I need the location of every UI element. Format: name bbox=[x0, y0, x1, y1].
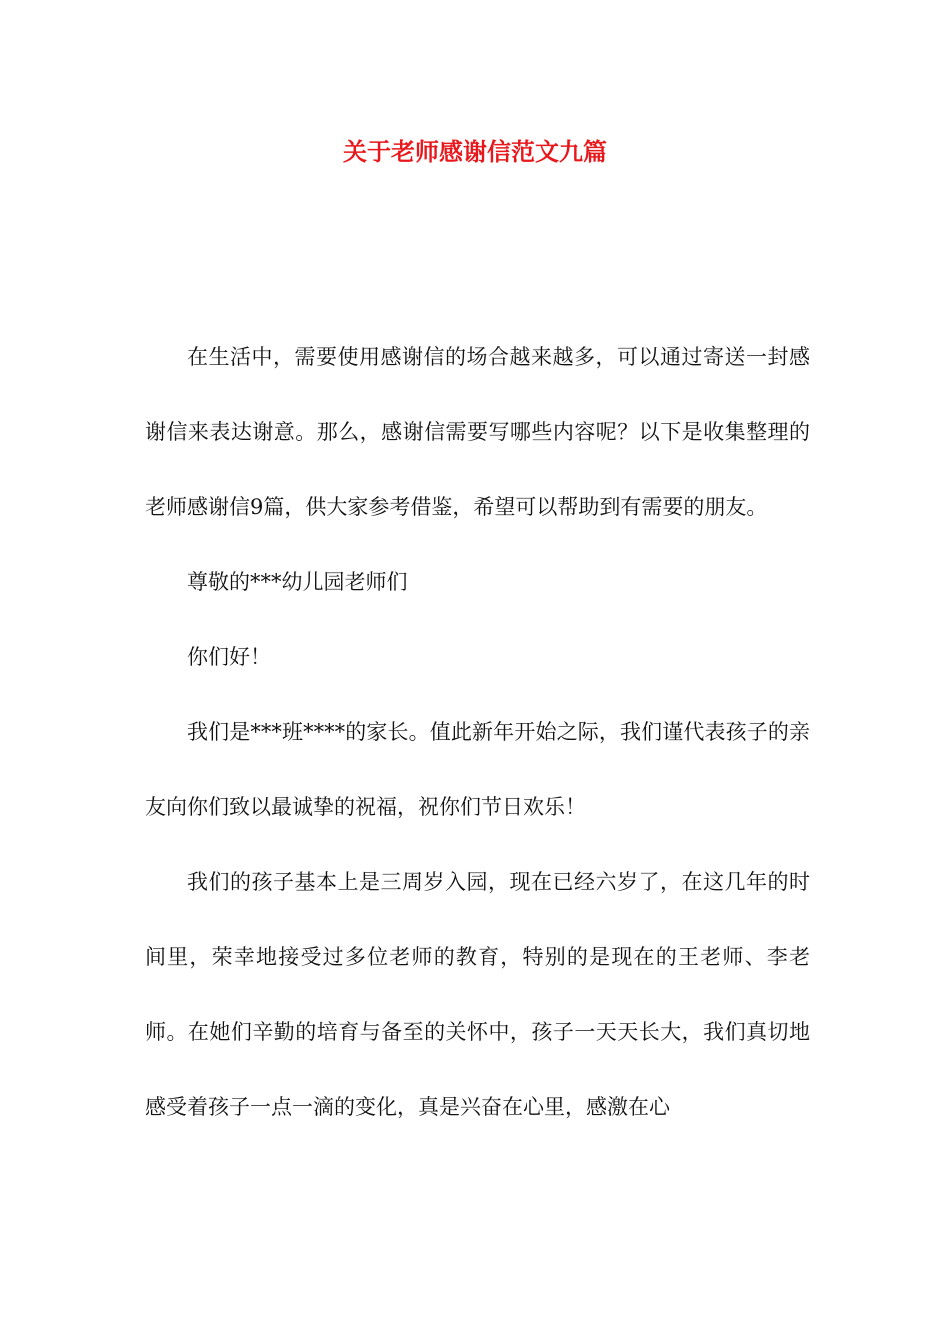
paragraph-gratitude: 我们的孩子基本上是三周岁入园，现在已经六岁了，在这几年的时间里，荣幸地接受过多位老师的教育，特别的是现在的王老师、李老师。在她们辛勤的培育与备至的关怀中，孩子一天天长大，我们真切地感受着孩子一点一滴的变化，真是兴奋在心里，感激在心 bbox=[145, 870, 810, 1119]
document-title: 关于老师感谢信范文九篇 bbox=[343, 137, 607, 166]
document-body bbox=[145, 320, 810, 1145]
paragraph-parents-wishes: 我们是***班****的家长。值此新年开始之际，我们谨代表孩子的亲友向你们致以最诚挚的祝福，祝你们节日欢乐！ bbox=[145, 720, 810, 819]
paragraph-salutation: 尊敬的***幼儿园老师们 bbox=[187, 570, 408, 594]
paragraph-intro: 在生活中，需要使用感谢信的场合越来越多，可以通过寄送一封感谢信来表达谢意。那么，感谢信需要写哪些内容呢？以下是收集整理的老师感谢信9篇，供大家参考借鉴，希望可以帮助到有需要的朋友。 bbox=[145, 345, 810, 519]
paragraph-greeting: 你们好！ bbox=[187, 645, 271, 669]
